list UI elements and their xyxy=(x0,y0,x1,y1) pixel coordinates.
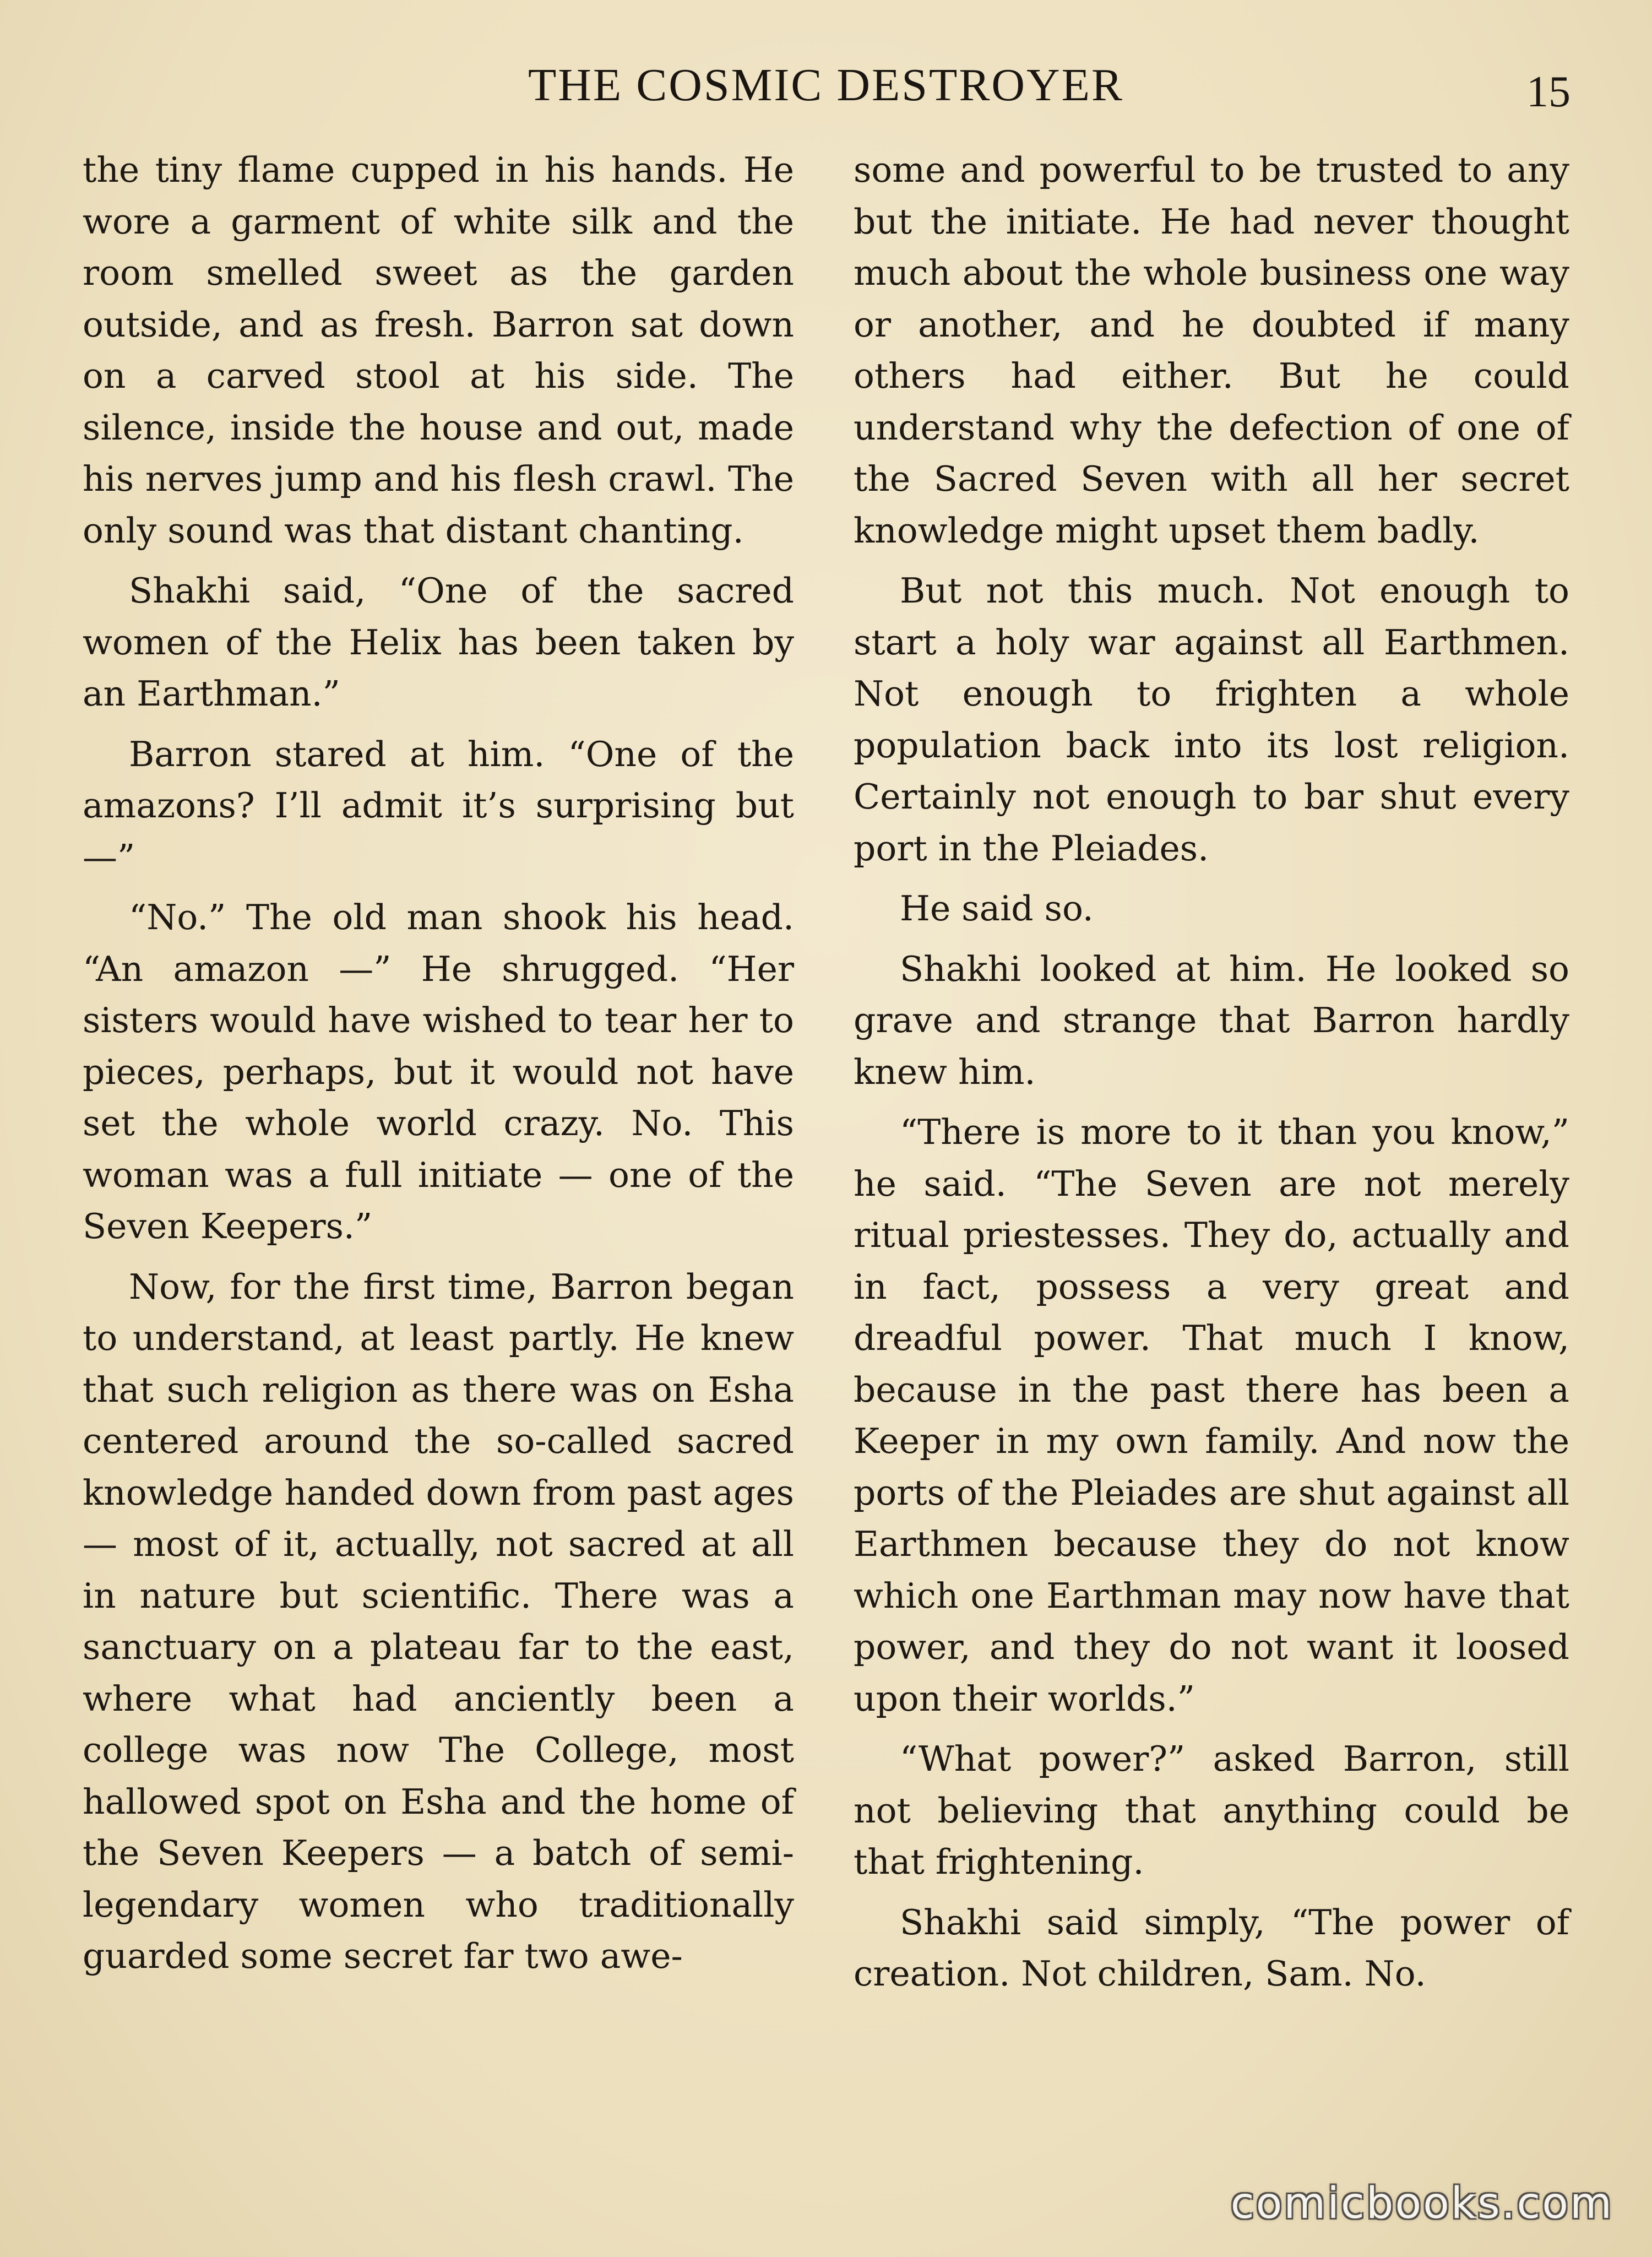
page-number: 15 xyxy=(1526,68,1571,116)
paragraph: “No.” The old man shook his head. “An amazon —” He shrugged. “Her sisters would have wished to tear her to pieces, perhaps, but it would not have set the whole world crazy. No. This woman was a full initiate — one of the Seven Keepers.” xyxy=(83,897,794,1246)
right-column xyxy=(854,144,1569,2009)
paragraph: some and powerful to be trusted to any but the initiate. He had never thought much about the whole business one way or another, and he doubted if many others had either. But he could understand why the defection of one of the Sacred Seven with all her secret knowledge might upset them badly. xyxy=(854,150,1569,551)
paragraph: Shakhi said simply, “The power of creation. Not children, Sam. No. xyxy=(854,1902,1569,1994)
paragraph: “There is more to it than you know,” he said. “The Seven are not merely ritual priestesses. They do, actually and in fact, possess a very great and dreadful power. That much I know, because in the past there has been a Keeper in my own family. And now the ports of the Pleiades are shut against all Earthmen because they do not know which one Earthman may now have that power, and they do not want it loosed upon their worlds.” xyxy=(854,1112,1569,1719)
running-head xyxy=(0,58,1652,116)
paragraph: Shakhi said, “One of the sacred women of the Helix has been taken by an Earthman.” xyxy=(83,571,794,714)
paragraph: Now, for the first time, Barron began to understand, at least partly. He knew that such religion as there was on Esha centered around the so-called sacred knowledge handed down from past ages — most of it, actually, not sacred at all in nature but scientific. There was a sanctuary on a plateau far to the east, where what had anciently been a college was now The College, most hallowed spot on Esha and the home of the Seven Keepers — a batch of semi-legendary women who traditionally guarded some secret far two awe- xyxy=(83,1266,794,1976)
paragraph: Barron stared at him. “One of the amazons? I’ll admit it’s surprising but —” xyxy=(83,734,794,877)
site-watermark: comicbooks.com xyxy=(1230,2179,1613,2228)
paragraph: Shakhi looked at him. He looked so grave and strange that Barron hardly knew him. xyxy=(854,948,1569,1092)
paragraph: the tiny flame cupped in his hands. He wore a garment of white silk and the room smelled sweet as the garden outside, and as fresh. Barron sat down on a carved stool at his side. The silence, inside the house and out, made his nerves jump and his flesh crawl. The only sound was that distant chanting. xyxy=(83,150,794,551)
paragraph: “What power?” asked Barron, still not believing that anything could be that frightening. xyxy=(854,1739,1569,1882)
paragraph: He said so. xyxy=(900,888,1094,929)
paragraph: But not this much. Not enough to start a holy war against all Earthmen. Not enough to frighten a whole population back into its lost religion. Certainly not enough to bar shut every port in the Pleiades. xyxy=(854,571,1569,869)
left-column xyxy=(83,144,794,1991)
running-title: THE COSMIC DESTROYER xyxy=(528,59,1124,111)
